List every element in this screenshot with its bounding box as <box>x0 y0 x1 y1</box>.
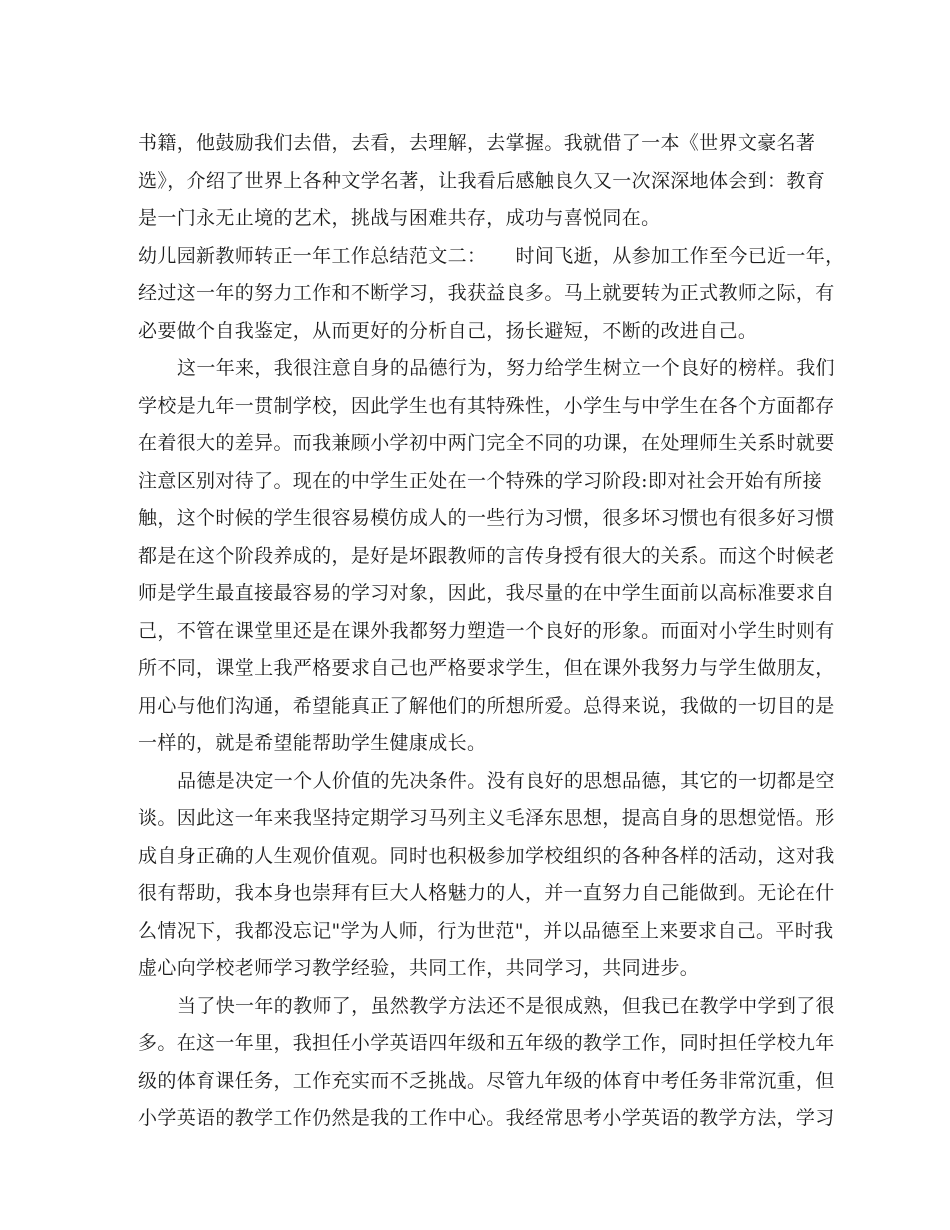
text-line: 一样的，就是希望能帮助学生健康成长。 <box>138 732 487 754</box>
text-line: 成自身正确的人生观价值观。同时也积极参加学校组织的各种各样的活动，这对我 <box>138 844 835 867</box>
text-line: 在着很大的差异。而我兼顾小学初中两门完全不同的功课，在处理师生关系时就要 <box>138 432 835 454</box>
text-line: 小学英语的教学工作仍然是我的工作中心。我经常思考小学英语的教学方法，学习 <box>138 1107 835 1129</box>
text-line: 己，不管在课堂里还是在课外我都努力塑造一个良好的形象。而面对小学生时则有 <box>138 619 835 642</box>
text-line: 选》，介绍了世界上各种文学名著，让我看后感触良久又一次深深地体会到：教育 <box>138 169 826 192</box>
text-line: 经过这一年的努力工作和不断学习，我获益良多。马上就要转为正式教师之际，有 <box>138 282 835 304</box>
text-line: 品德是决定一个人价值的先决条件。没有良好的思想品德，其它的一切都是空 <box>177 769 835 792</box>
text-line: 必要做个自我鉴定，从而更好的分析自己，扬长避短，不断的改进自己。 <box>138 319 758 342</box>
text-line: 当了快一年的教师了，虽然教学方法还不是很成熟，但我已在教学中学到了很 <box>177 994 835 1017</box>
document-body <box>138 128 845 1141</box>
text-line: 注意区别对待了。现在的中学生正处在一个特殊的学习阶段:即对社会开始有所接 <box>138 469 823 492</box>
text-line: 这一年来，我很注意自身的品德行为，努力给学生树立一个良好的榜样。我们 <box>177 357 835 379</box>
text-line: 么情况下，我都没忘记"学为人师，行为世范"，并以品德至上来要求自己。平时我 <box>138 919 834 942</box>
text-line: 书籍，他鼓励我们去借，去看，去理解，去掌握。我就借了一本《世界文豪名著 <box>138 132 816 154</box>
text-line: 虚心向学校老师学习教学经验，共同工作，共同学习，共同进步。 <box>138 957 700 979</box>
text-line: 用心与他们沟通，希望能真正了解他们的所想所爱。总得来说，我做的一切目的是 <box>138 694 835 717</box>
text-line: 是一门永无止境的艺术，挑战与困难共存，成功与喜悦同在。 <box>138 207 661 229</box>
text-line: 幼儿园新教师转正一年工作总结范文二： 时间飞逝，从参加工作至今已近一年， <box>138 244 845 267</box>
text-line: 都是在这个阶段养成的，是好是坏跟教师的言传身授有很大的关系。而这个时候老 <box>138 544 835 567</box>
text-line: 所不同，课堂上我严格要求自己也严格要求学生，但在课外我努力与学生做朋友， <box>138 657 835 679</box>
text-line: 学校是九年一贯制学校，因此学生也有其特殊性，小学生与中学生在各个方面都存 <box>138 394 835 417</box>
text-line: 很有帮助，我本身也崇拜有巨大人格魅力的人，并一直努力自己能做到。无论在什 <box>138 882 835 904</box>
text-line: 触，这个时候的学生很容易模仿成人的一些行为习惯，很多坏习惯也有很多好习惯 <box>138 507 835 529</box>
text-line: 级的体育课任务，工作充实而不乏挑战。尽管九年级的体育中考任务非常沉重，但 <box>138 1069 835 1092</box>
text-line: 多。在这一年里，我担任小学英语四年级和五年级的教学工作，同时担任学校九年 <box>138 1032 835 1054</box>
text-line: 师是学生最直接最容易的学习对象，因此，我尽量的在中学生面前以高标准要求自 <box>138 582 835 604</box>
text-line: 谈。因此这一年来我坚持定期学习马列主义毛泽东思想，提高自身的思想觉悟。形 <box>138 807 835 829</box>
